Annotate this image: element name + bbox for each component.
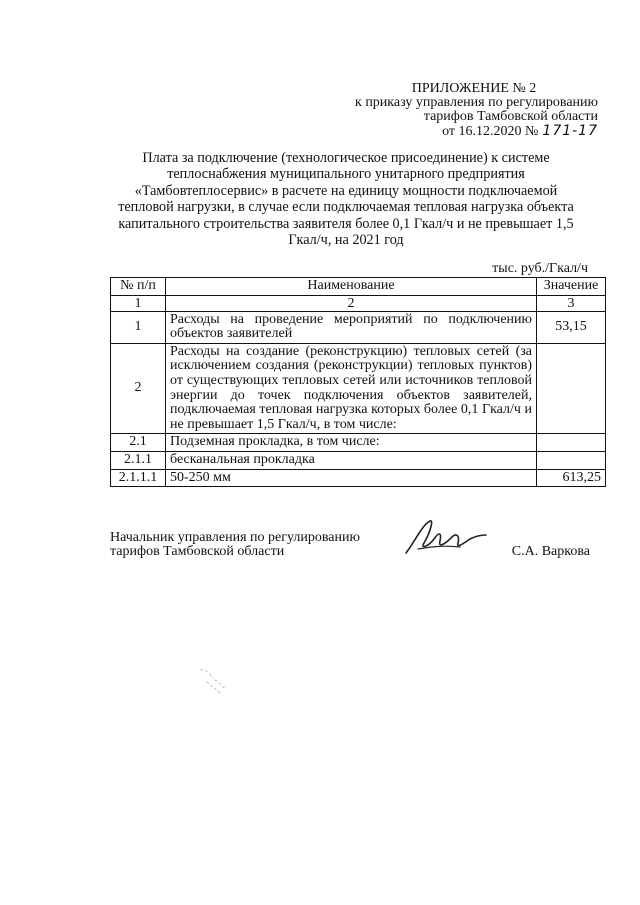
row-number: 2.1 (111, 434, 166, 452)
row-name: 50-250 мм (166, 469, 537, 487)
signature-block (110, 531, 606, 559)
table-row (111, 469, 606, 487)
column-header-value: Значение (537, 278, 606, 296)
row-number: 2 (111, 343, 166, 434)
row-value (537, 434, 606, 452)
order-reference-line: к приказу управления по регулированию (355, 95, 598, 110)
table-header-row (111, 278, 606, 296)
appendix-header (330, 82, 598, 139)
row-number: 2.1.1.1 (111, 469, 166, 487)
authority-line: тарифов Тамбовской области (423, 109, 598, 124)
appendix-title: ПРИЛОЖЕНИЕ № 2 (411, 81, 537, 96)
row-name: бесканальная прокладка (166, 451, 537, 469)
table-row (111, 434, 606, 452)
row-name: Подземная прокладка, в том числе: (166, 434, 537, 452)
table-index-row (111, 295, 606, 311)
column-header-name: Наименование (166, 278, 537, 296)
unit-label: тыс. руб./Гкал/ч (492, 261, 588, 276)
row-value: 53,15 (537, 311, 606, 343)
order-number: 171-17 (542, 123, 598, 139)
table-row (111, 311, 606, 343)
table-row (111, 343, 606, 434)
column-header-number: № п/п (111, 278, 166, 296)
row-value (537, 343, 606, 434)
fee-table (110, 277, 606, 487)
index-cell: 3 (537, 295, 606, 311)
row-number: 2.1.1 (111, 451, 166, 469)
order-date-line (330, 124, 598, 139)
order-date: от 16.12.2020 № (442, 124, 539, 139)
row-name: Расходы на создание (реконструкцию) тепловых сетей (за исключением создания (реконструкции) тепловых пунктов) от существующих тепловых сетей или источников тепловой энергии до точек подключения объектов заявителей, подключаемая тепловая нагрузка которых более 0,1 Гкал/ч и не превышает 1,5 Гкал/ч, в том числе: (166, 343, 537, 434)
signer-name: С.А. Варкова (511, 544, 590, 559)
row-name: Расходы на проведение мероприятий по подключению объектов заявителей (166, 311, 537, 343)
document-title: Плата за подключение (технологическое присоединение) к системе теплоснабжения муниципального унитарного предприятия «Тамбовтеплосервис» в расчете на единицу мощности подключаемой тепловой нагрузки, в случае если подключаемая тепловая нагрузка объекта капитального строительства заявителя более 0,1 Гкал/ч и не превышает 1,5 Гкал/ч, на 2021 год (118, 150, 574, 249)
row-value: 613,25 (537, 469, 606, 487)
signer-position-line: Начальник управления по регулированию (110, 530, 360, 545)
faint-pen-mark (195, 660, 240, 705)
table-row (111, 451, 606, 469)
index-cell: 2 (166, 295, 537, 311)
handwritten-signature (400, 513, 490, 561)
signer-position-line: тарифов Тамбовской области (110, 544, 285, 559)
row-value (537, 451, 606, 469)
row-number: 1 (111, 311, 166, 343)
index-cell: 1 (111, 295, 166, 311)
